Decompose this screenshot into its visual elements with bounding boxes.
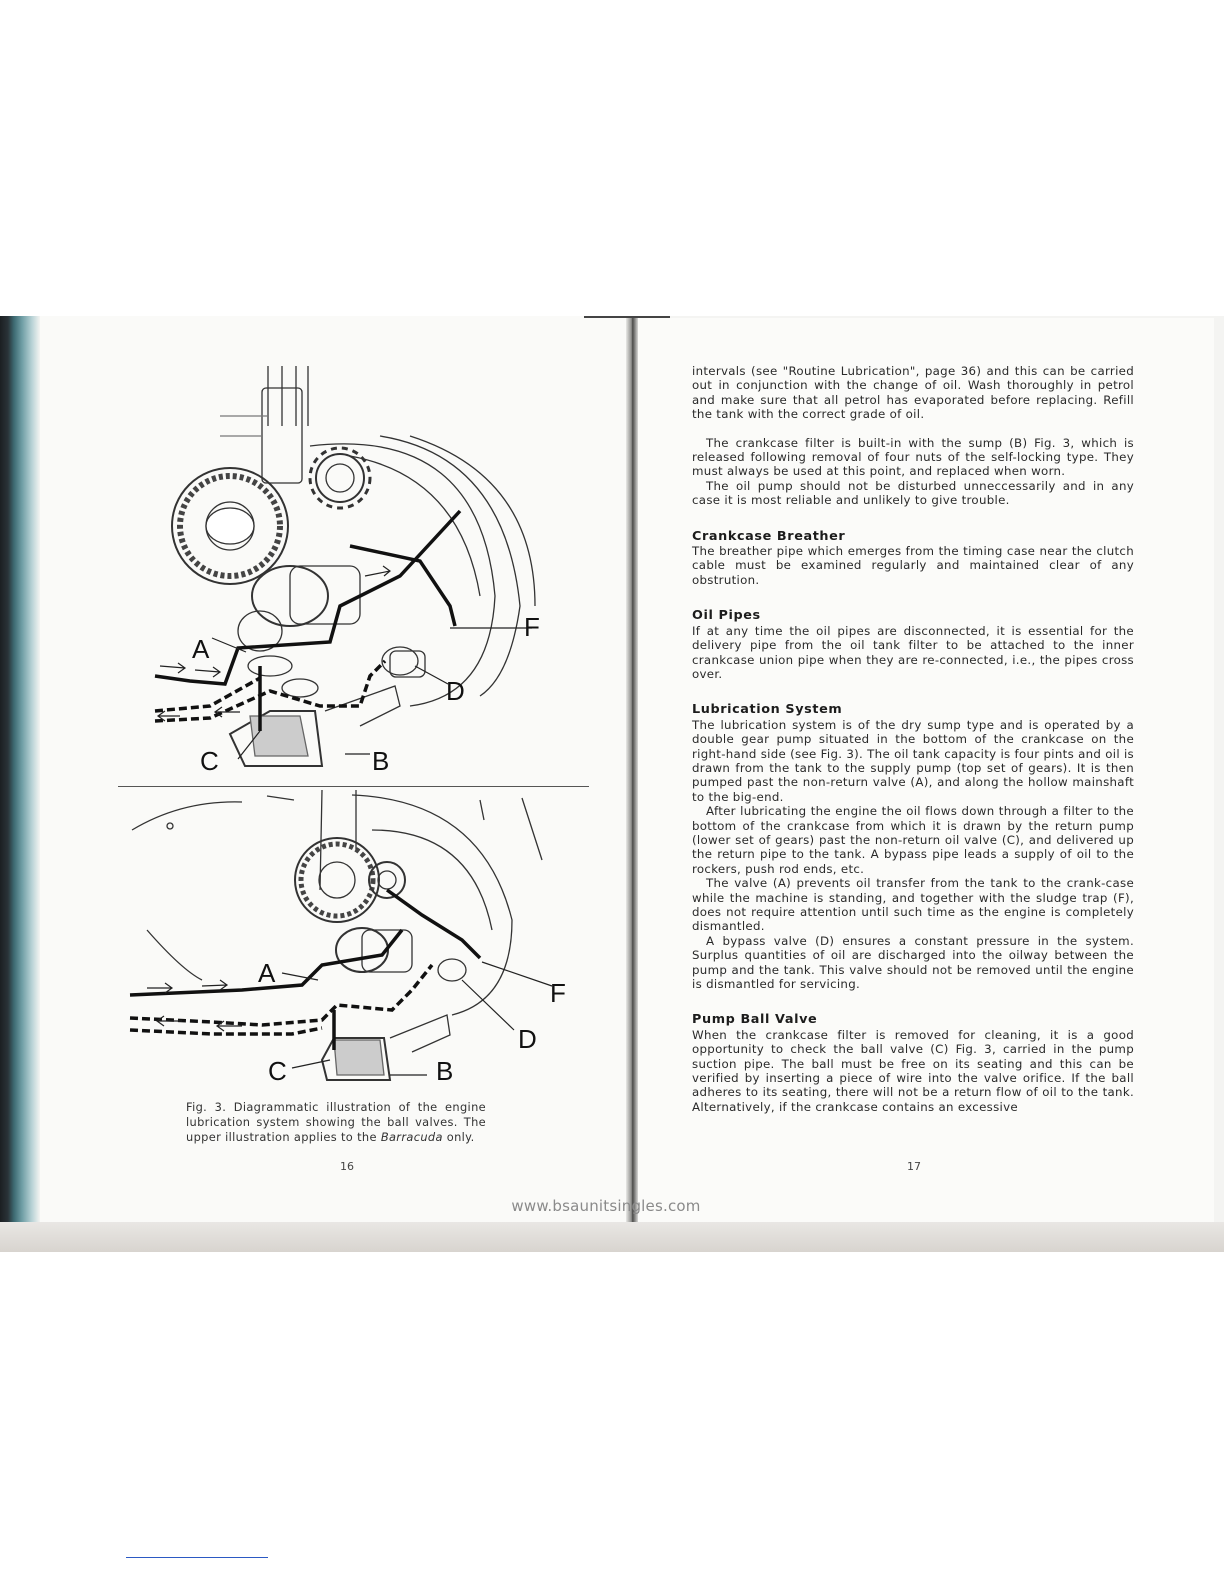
- upper-label-d: D: [446, 676, 465, 706]
- top-rule: [584, 316, 670, 318]
- caption-end: only.: [442, 1130, 475, 1144]
- lower-label-f: F: [550, 978, 566, 1008]
- ball-valve-heading: Pump Ball Valve: [692, 1012, 818, 1028]
- book-gutter: [626, 316, 638, 1222]
- watermark: www.bsaunitsingles.com: [511, 1197, 701, 1215]
- lower-label-b: B: [436, 1056, 454, 1086]
- upper-label-c: C: [200, 746, 219, 776]
- upper-lubrication-diagram: [150, 366, 550, 786]
- lower-label-a: A: [258, 958, 276, 988]
- left-page-number: 16: [340, 1160, 354, 1173]
- figure-caption: [186, 1100, 486, 1145]
- lower-lubrication-diagram: [122, 790, 582, 1090]
- oil-pipes-paragraph: If at any time the oil pipes are disconnected, it is essential for the delivery pipe from the oil tank filter to be attached to the inner crankcase union pipe when they are re-connected, i.e., the pipes cross over.: [692, 623, 1134, 681]
- breather-heading: Crankcase Breather: [692, 528, 846, 544]
- lubrication-paragraph-1: The lubrication system is of the dry sump type and is operated by a double gear pump situated in the bottom of the crankcase on the right-hand side (see Fig. 3). The oil tank capacity is four pints and oil is drawn from the tank to the supply pump (top set of gears). It is then pumped past the non-return valve (A), and along the hollow mainshaft to the big-end.: [692, 717, 1134, 804]
- figure-divider: [118, 786, 589, 787]
- intro-paragraph: intervals (see "Routine Lubrication", page 36) and this can be carried out in conjunction with the change of oil. Wash thoroughly in petrol and make sure that all petrol has evaporated before replacing. Refill the tank with the correct grade of oil.: [692, 364, 1134, 422]
- page-bottom-shadow: [0, 1222, 1224, 1252]
- right-page-number: 17: [907, 1160, 921, 1173]
- lower-label-c: C: [268, 1056, 287, 1086]
- lubrication-heading: Lubrication System: [692, 702, 843, 718]
- lower-label-d: D: [518, 1024, 537, 1054]
- upper-label-b: B: [372, 746, 390, 776]
- upper-label-f: F: [524, 612, 540, 642]
- lubrication-paragraph-3: The valve (A) prevents oil transfer from the tank to the crank-case while the machine is standing, and together with the sludge trap (F), does not require attention until such time as the engine is completely dismantled.: [692, 876, 1134, 934]
- bottom-link-underline: [126, 1557, 268, 1558]
- filter-paragraph-1: The crankcase filter is built-in with the sump (B) Fig. 3, which is released following removal of four nuts of the self-locking type. They must always be used at this point, and replaced when worn.: [692, 435, 1134, 479]
- caption-text: Fig. 3. Diagrammatic illustration of the engine lubrication system showing the ball valves. The upper illustration applies to the: [186, 1100, 486, 1144]
- upper-label-a: A: [192, 634, 210, 664]
- oil-pipes-heading: Oil Pipes: [692, 608, 761, 624]
- breather-paragraph: The breather pipe which emerges from the timing case near the clutch cable must be examined regularly and maintained clear of any obstrution.: [692, 544, 1134, 587]
- book-edge: [0, 316, 40, 1222]
- filter-paragraph-2: The oil pump should not be disturbed unneccessarily and in any case it is most reliable and unlikely to give trouble.: [692, 478, 1134, 508]
- caption-italic: Barracuda: [380, 1130, 443, 1144]
- lubrication-paragraph-4: A bypass valve (D) ensures a constant pressure in the system. Surplus quantities of oil are discharged into the oilway between the pump and the tank. This valve should not be removed until the engine is dismantled for servicing.: [692, 933, 1134, 992]
- ball-valve-paragraph: When the crankcase filter is removed for cleaning, it is a good opportunity to check the ball valve (C) Fig. 3, carried in the pump suction pipe. The ball must be free on its seating and this can be verified by inserting a piece of wire into the valve orifice. If the ball adheres to its seating, there will not be a return flow of oil to the tank. Alternatively, if the crankcase contains an excessive: [692, 1027, 1134, 1114]
- right-page-text: [692, 364, 1134, 1114]
- lubrication-paragraph-2: After lubricating the engine the oil flows down through a filter to the bottom of the crankcase from which it is drawn by the return pump (lower set of gears) past the non-return oil valve (C), and delivered up the return pipe to the tank. A bypass pipe leads a supply of oil to the rockers, push rod ends, etc.: [692, 804, 1134, 876]
